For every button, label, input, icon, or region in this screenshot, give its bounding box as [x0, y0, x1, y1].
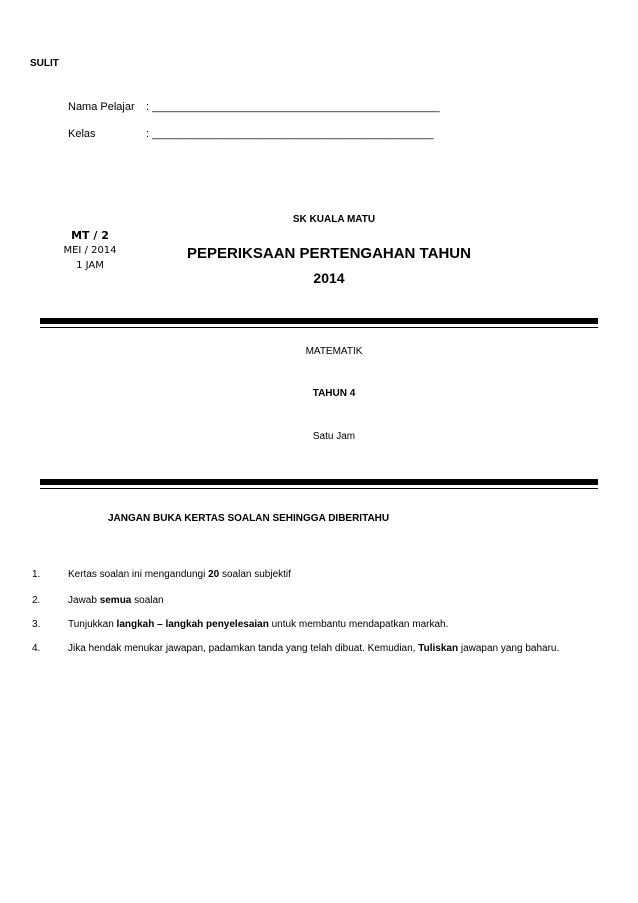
instruction-number: 3. [32, 619, 41, 630]
instruction-item: Jika hendak menukar jawapan, padamkan tanda yang telah dibuat. Kemudian, Tuliskan jawapan yang baharu. [68, 643, 560, 654]
subject-name: MATEMATIK [305, 346, 363, 357]
paper-code: MT / 2 [71, 229, 109, 242]
warning-notice: JANGAN BUKA KERTAS SOALAN SEHINGGA DIBERITAHU [108, 513, 390, 524]
school-name: SK KUALA MATU [292, 214, 376, 225]
top-divider-thin [40, 327, 598, 328]
student-name-label: Nama Pelajar [68, 101, 135, 113]
class-field[interactable]: : ______________________________________________ [146, 128, 434, 140]
paper-date: MEI / 2014 [63, 245, 117, 256]
student-name-field[interactable]: : _______________________________________________ [146, 101, 440, 113]
instruction-number: 4. [32, 643, 41, 654]
instruction-item: Jawab semua soalan [68, 595, 164, 606]
bottom-divider-thick [40, 479, 598, 485]
top-divider-thick [40, 318, 598, 324]
exam-title: PEPERIKSAAN PERTENGAHAN TAHUN [187, 245, 471, 262]
paper-duration: 1 JAM [76, 260, 104, 271]
class-label: Kelas [68, 128, 96, 140]
classification-label: SULIT [30, 58, 59, 69]
bottom-divider-thin [40, 488, 598, 489]
instruction-item: Tunjukkan langkah – langkah penyelesaian untuk membantu mendapatkan markah. [68, 619, 449, 630]
exam-year: 2014 [313, 270, 345, 286]
subject-time: Satu Jam [312, 431, 356, 442]
subject-level: TAHUN 4 [312, 388, 356, 399]
instruction-number: 2. [32, 595, 41, 606]
instruction-number: 1. [32, 569, 41, 580]
instruction-item: Kertas soalan ini mengandungi 20 soalan subjektif [68, 569, 291, 580]
